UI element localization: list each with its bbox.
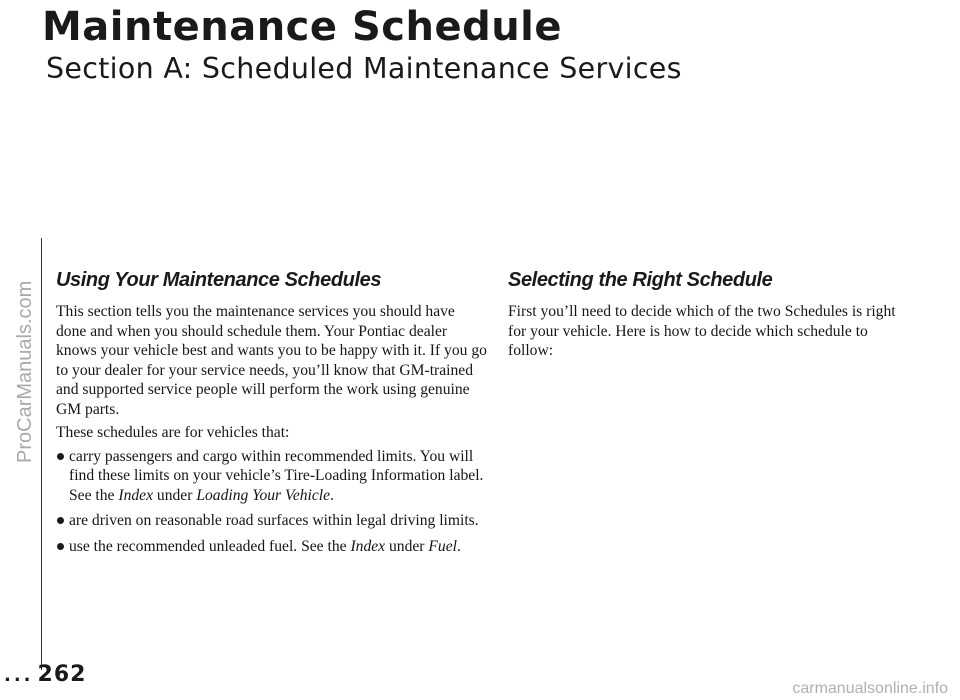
margin-rule	[41, 238, 42, 670]
left-column	[56, 269, 488, 562]
bottom-watermark: carmanualsonline.info	[792, 680, 948, 697]
right-column	[508, 269, 898, 365]
left-paragraph: This section tells you the maintenance services you should have done and when you should schedule them. Your Pontiac dealer knows your vehicle best and wants you to be happy with it. If you go to your dealer for your service needs, you’ll know that GM-trained and supported service people will perform the work using genuine GM parts.	[56, 303, 487, 418]
section-subtitle: Section A: Scheduled Maintenance Services	[46, 52, 682, 85]
page-number	[4, 662, 86, 687]
left-intro: These schedules are for vehicles that:	[56, 424, 290, 441]
page-title: Maintenance Schedule	[42, 4, 563, 50]
list-item: are driven on reasonable road surfaces within legal driving limits.	[56, 511, 488, 531]
right-paragraph: First you’ll need to decide which of the two Schedules is right for your vehicle. Here is how to decide which schedule to follow:	[508, 303, 896, 359]
conditions-list	[56, 447, 488, 557]
page-dots: ...	[4, 665, 34, 686]
side-watermark: ProCarManuals.com	[14, 280, 36, 463]
page-number-value: 262	[37, 662, 87, 687]
list-item: carry passengers and cargo within recommended limits. You will find these limits on your vehicle’s Tire-Loading Information label. See the Index under Loading Your Vehicle.	[56, 447, 488, 506]
left-heading: Using Your Maintenance Schedules	[56, 269, 382, 291]
list-item: use the recommended unleaded fuel. See the Index under Fuel.	[56, 537, 488, 557]
right-heading: Selecting the Right Schedule	[508, 269, 773, 291]
